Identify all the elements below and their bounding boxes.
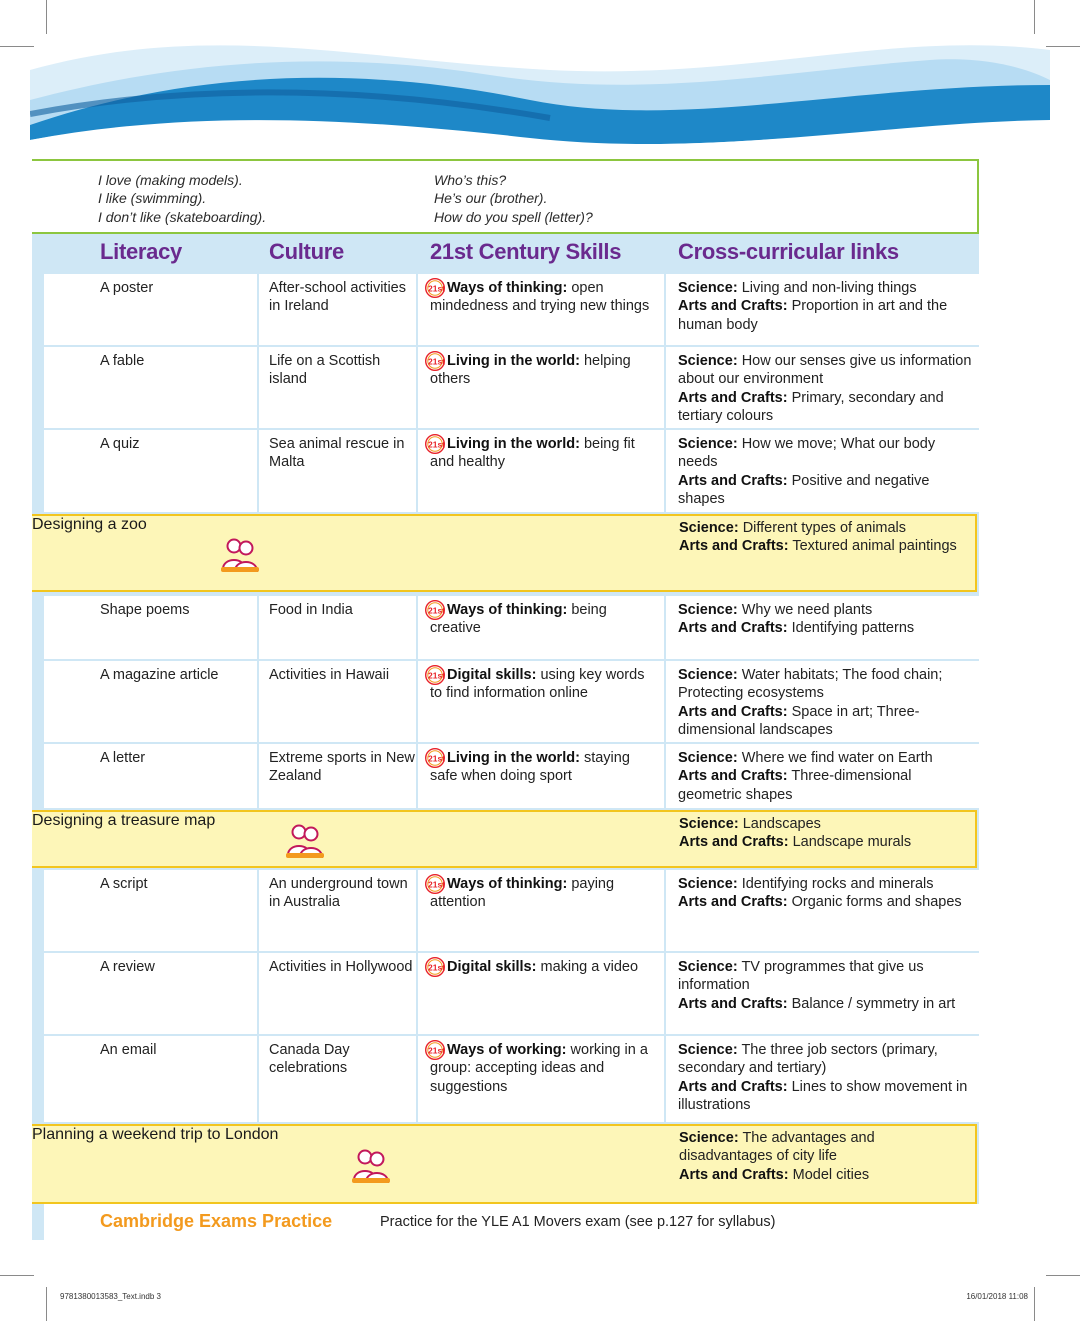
project-title: Designing a treasure map — [32, 812, 216, 829]
cross-curricular-line — [678, 352, 974, 389]
subject-label: Science: — [679, 1130, 739, 1146]
cross-curricular-line — [678, 749, 974, 767]
subject-text: Primary, secondary and tertiary colours — [678, 389, 944, 424]
cross-curricular-line — [678, 389, 974, 426]
culture-cell — [259, 953, 416, 1034]
skills-cell — [418, 870, 664, 951]
subject-text: The three job sectors (primary, secondary and tertiary) — [678, 1042, 938, 1077]
exams-title: Cambridge Exams Practice — [100, 1211, 333, 1231]
cross-curricular-line — [678, 995, 974, 1013]
literacy-text: A letter — [100, 750, 146, 766]
crop-mark — [46, 1287, 47, 1321]
project-cross-curricular — [679, 519, 969, 556]
skill-label: Digital skills: — [447, 959, 537, 975]
grammar-line: He’s our (brother). — [434, 190, 548, 207]
literacy-cell — [44, 744, 257, 808]
culture-text: Activities in Hawaii — [269, 667, 390, 683]
subject-label: Arts and Crafts: — [679, 834, 789, 851]
literacy-cell — [44, 870, 257, 951]
culture-cell — [259, 596, 416, 659]
skills-cell — [418, 744, 664, 808]
subject-label: Science: — [678, 876, 738, 892]
cross-curricular-text — [678, 958, 974, 1013]
crop-mark — [0, 1275, 34, 1276]
cross-curricular-cell — [666, 953, 979, 1034]
cross-curricular-line — [679, 815, 969, 833]
skill-description: staying safe when doing sport — [430, 750, 630, 785]
skills-text — [430, 958, 658, 976]
subject-label: Science: — [678, 280, 738, 296]
skills-text — [430, 875, 658, 912]
project-row — [32, 810, 977, 868]
literacy-text: A quiz — [100, 436, 140, 452]
table-row — [44, 347, 979, 428]
literacy-text: An email — [100, 1042, 157, 1058]
table-row — [44, 870, 979, 951]
skill-label: Ways of working: — [447, 1042, 567, 1058]
culture-cell — [259, 430, 416, 512]
subject-text: Balance / symmetry in art — [791, 995, 956, 1012]
culture-text: Extreme sports in New Zealand — [269, 750, 415, 785]
grammar-line: I like (swimming). — [98, 190, 207, 207]
skill-label: Living in the world: — [447, 750, 580, 766]
wave-banner-graphic — [30, 30, 1050, 160]
table-row — [44, 596, 979, 659]
culture-cell — [259, 661, 416, 742]
table-row — [44, 953, 979, 1034]
cross-curricular-text — [678, 352, 974, 425]
project-row — [32, 514, 977, 592]
cross-curricular-line — [678, 703, 974, 740]
cross-curricular-line — [678, 297, 974, 334]
culture-cell — [259, 744, 416, 808]
table-row — [44, 274, 979, 345]
badge-label: 21st — [428, 1045, 445, 1056]
skill-description: helping others — [430, 353, 631, 388]
subject-label: Arts and Crafts: — [678, 472, 788, 489]
cross-curricular-text — [678, 1041, 974, 1114]
cross-curricular-cell — [666, 430, 979, 512]
cross-curricular-cell — [666, 661, 979, 742]
subject-label: Arts and Crafts: — [678, 298, 788, 315]
grammar-box — [32, 159, 979, 234]
subject-text: Space in art; Three-dimensional landscapes — [678, 703, 920, 738]
badge-label: 21st — [428, 283, 445, 294]
subject-text: Positive and negative shapes — [678, 472, 930, 507]
grammar-left — [98, 171, 266, 226]
subject-label: Science: — [678, 353, 738, 369]
cross-curricular-line — [678, 279, 974, 297]
project-cross-curricular — [679, 1129, 969, 1184]
crop-mark — [1046, 46, 1080, 47]
badge-label: 21st — [428, 879, 445, 890]
crop-mark — [1034, 0, 1035, 34]
subject-label: Arts and Crafts: — [679, 538, 789, 555]
badge-label: 21st — [428, 439, 445, 450]
skill-description: making a video — [540, 959, 639, 975]
cross-curricular-line — [678, 875, 974, 893]
literacy-cell — [44, 430, 257, 512]
header-21st-century-skills: 21st Century Skills — [430, 239, 622, 264]
syllabus-table — [32, 234, 979, 1240]
grammar-line: How do you spell (letter)? — [434, 208, 593, 225]
skill-description: using key words to find information online — [430, 667, 645, 702]
cross-curricular-line — [678, 893, 974, 911]
skills-text — [430, 352, 658, 389]
subject-text: Landscape murals — [792, 834, 912, 851]
subject-text: How our senses give us information about our environment — [678, 353, 972, 388]
subject-label: Arts and Crafts: — [678, 894, 788, 911]
grammar-right — [434, 171, 593, 226]
crop-mark — [46, 0, 47, 34]
subject-label: Arts and Crafts: — [678, 389, 788, 406]
crop-mark — [1034, 1287, 1035, 1321]
cross-curricular-text — [678, 601, 974, 638]
subject-text: Where we find water on Earth — [741, 750, 933, 766]
subject-label: Science: — [678, 750, 738, 766]
skill-description: working in a group: accepting ideas and suggestions — [430, 1042, 648, 1095]
subject-label: Arts and Crafts: — [678, 995, 788, 1012]
subject-label: Arts and Crafts: — [678, 620, 788, 637]
subject-text: Organic forms and shapes — [791, 894, 962, 911]
cross-curricular-line — [678, 619, 974, 637]
cross-curricular-text — [678, 875, 974, 912]
subject-text: Identifying patterns — [791, 620, 915, 637]
cross-curricular-text — [678, 279, 974, 334]
skill-label: Digital skills: — [447, 667, 537, 683]
skill-description: being fit and healthy — [430, 436, 635, 471]
skill-label: Ways of thinking: — [447, 602, 568, 618]
cross-curricular-line — [679, 1166, 969, 1184]
subject-label: Science: — [678, 1042, 738, 1058]
literacy-text: A script — [100, 876, 148, 892]
skill-label: Ways of thinking: — [447, 876, 568, 892]
literacy-cell — [44, 1036, 257, 1122]
subject-text: Water habitats; The food chain; Protecting ecosystems — [678, 667, 943, 702]
subject-text: Model cities — [792, 1166, 870, 1183]
header-culture: Culture — [269, 239, 344, 264]
badge-label: 21st — [428, 753, 445, 764]
badge-label: 21st — [428, 356, 445, 367]
cross-curricular-line — [678, 472, 974, 509]
group-work-icon — [285, 823, 325, 859]
cross-curricular-line — [679, 537, 969, 555]
exams-practice-row — [44, 1204, 979, 1240]
cross-curricular-cell — [666, 596, 979, 659]
subject-label: Science: — [678, 667, 738, 683]
skill-description: paying attention — [430, 876, 615, 911]
cross-curricular-cell — [666, 1036, 979, 1122]
table-header — [32, 234, 979, 272]
skill-label: Ways of thinking: — [447, 280, 568, 296]
skills-cell — [418, 430, 664, 512]
cross-curricular-text — [678, 749, 974, 804]
cross-curricular-line — [678, 666, 974, 703]
culture-cell — [259, 1036, 416, 1122]
cross-curricular-line — [678, 1078, 974, 1115]
culture-text: An underground town in Australia — [269, 876, 408, 911]
literacy-text: A fable — [100, 353, 145, 369]
subject-text: The advantages and disadvantages of city life — [679, 1130, 875, 1165]
cross-curricular-line — [678, 1041, 974, 1078]
subject-text: Why we need plants — [741, 602, 873, 618]
crop-mark — [1046, 1275, 1080, 1276]
skills-text — [430, 279, 658, 316]
cross-curricular-line — [678, 767, 974, 804]
slug-file: 9781380013583_Text.indb 3 — [60, 1292, 161, 1301]
skills-text — [430, 666, 658, 703]
cross-curricular-line — [679, 519, 969, 537]
group-work-icon — [220, 537, 260, 573]
cross-curricular-line — [679, 833, 969, 851]
skills-cell — [418, 953, 664, 1034]
culture-text: Canada Day celebrations — [269, 1042, 350, 1077]
subject-text: Proportion in art and the human body — [678, 298, 948, 333]
literacy-cell — [44, 347, 257, 428]
skills-text — [430, 749, 658, 786]
skill-description: open mindedness and trying new things — [430, 280, 650, 315]
subject-text: Living and non-living things — [741, 280, 917, 296]
subject-label: Arts and Crafts: — [678, 703, 788, 720]
culture-text: After-school activities in Ireland — [269, 280, 406, 315]
project-row — [32, 1124, 977, 1204]
table-row — [44, 430, 979, 512]
project-cross-curricular — [679, 815, 969, 852]
badge-label: 21st — [428, 605, 445, 616]
subject-label: Science: — [678, 436, 738, 452]
subject-label: Arts and Crafts: — [678, 1078, 788, 1095]
culture-text: Activities in Hollywood — [269, 959, 413, 975]
culture-text: Sea animal rescue in Malta — [269, 436, 405, 471]
grammar-line: I love (making models). — [98, 172, 243, 188]
literacy-text: Shape poems — [100, 602, 190, 618]
project-title: Designing a zoo — [32, 516, 147, 533]
skills-text — [430, 1041, 658, 1096]
cross-curricular-cell — [666, 744, 979, 808]
group-work-icon — [351, 1148, 391, 1184]
badge-label: 21st — [428, 670, 445, 681]
cross-curricular-line — [679, 1129, 969, 1166]
table-row — [44, 661, 979, 742]
exams-text: Practice for the YLE A1 Movers exam (see p.127 for syllabus) — [380, 1214, 776, 1230]
literacy-text: A review — [100, 959, 155, 975]
literacy-cell — [44, 953, 257, 1034]
table-row — [44, 1036, 979, 1122]
skills-cell — [418, 1036, 664, 1122]
crop-mark — [0, 46, 34, 47]
subject-label: Science: — [678, 602, 738, 618]
subject-text: Lines to show movement in illustrations — [678, 1078, 968, 1113]
subject-label: Arts and Crafts: — [678, 768, 788, 785]
cross-curricular-line — [678, 601, 974, 619]
literacy-text: A magazine article — [100, 667, 219, 683]
culture-cell — [259, 870, 416, 951]
literacy-cell — [44, 596, 257, 659]
grammar-line: Who’s this? — [434, 172, 507, 188]
subject-text: Different types of animals — [742, 520, 907, 536]
skills-cell — [418, 274, 664, 345]
skill-label: Living in the world: — [447, 353, 580, 369]
skills-cell — [418, 347, 664, 428]
subject-label: Science: — [679, 816, 739, 832]
cross-curricular-cell — [666, 274, 979, 345]
header-cross-curricular: Cross-curricular links — [678, 239, 899, 264]
literacy-text: A poster — [100, 280, 154, 296]
cross-curricular-text — [678, 666, 974, 739]
culture-cell — [259, 274, 416, 345]
subject-label: Arts and Crafts: — [679, 1166, 789, 1183]
table-row — [44, 744, 979, 808]
literacy-cell — [44, 274, 257, 345]
culture-text: Life on a Scottish island — [269, 353, 381, 388]
subject-text: Identifying rocks and minerals — [741, 876, 934, 892]
slug-date: 16/01/2018 11:08 — [966, 1292, 1028, 1301]
subject-label: Science: — [679, 520, 739, 536]
subject-label: Science: — [678, 959, 738, 975]
literacy-cell — [44, 661, 257, 742]
header-literacy: Literacy — [100, 239, 182, 264]
subject-text: How we move; What our body needs — [678, 436, 936, 471]
skills-cell — [418, 661, 664, 742]
skills-text — [430, 435, 658, 472]
badge-label: 21st — [428, 962, 445, 973]
culture-text: Food in India — [269, 602, 353, 618]
subject-text: TV programmes that give us information — [678, 959, 924, 994]
cross-curricular-line — [678, 435, 974, 472]
skills-text — [430, 601, 658, 638]
cross-curricular-line — [678, 958, 974, 995]
cross-curricular-cell — [666, 870, 979, 951]
project-title: Planning a weekend trip to London — [32, 1126, 279, 1143]
skill-description: being creative — [430, 602, 607, 637]
culture-cell — [259, 347, 416, 428]
cross-curricular-text — [678, 435, 974, 508]
cross-curricular-cell — [666, 347, 979, 428]
subject-text: Textured animal paintings — [792, 538, 957, 555]
grammar-line: I don’t like (skateboarding). — [98, 208, 267, 225]
skill-label: Living in the world: — [447, 436, 580, 452]
subject-text: Three-dimensional geometric shapes — [678, 768, 912, 803]
skills-cell — [418, 596, 664, 659]
subject-text: Landscapes — [742, 816, 821, 832]
